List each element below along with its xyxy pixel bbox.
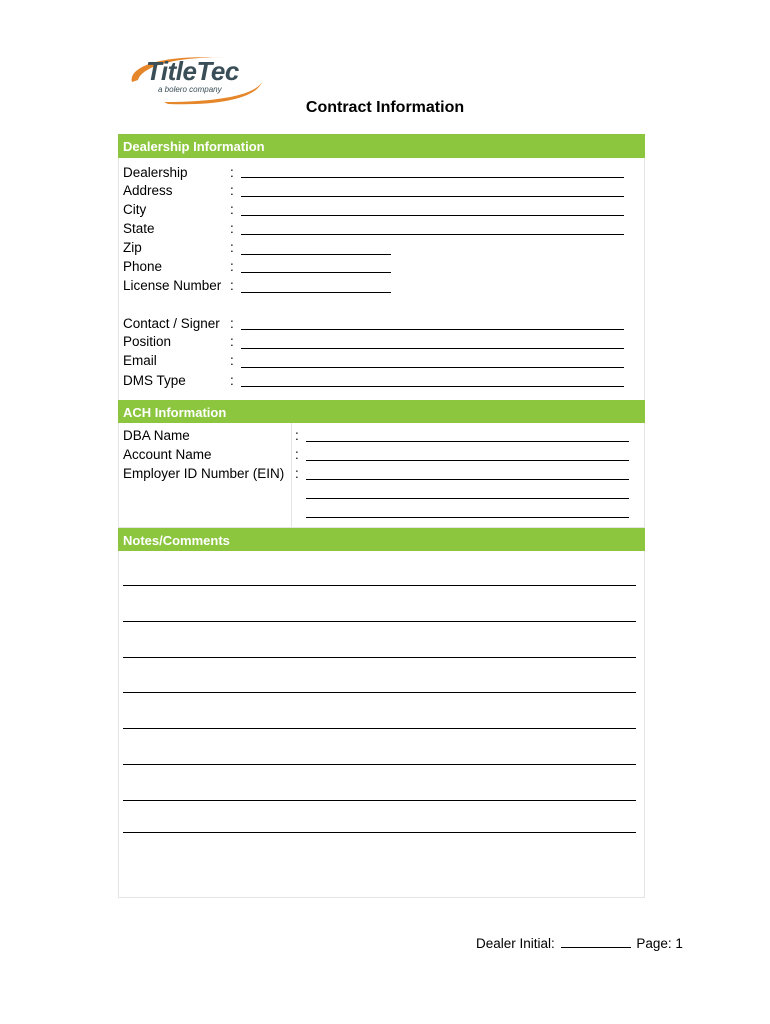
page-title-text: Contract Information <box>305 99 465 116</box>
dealership-header: Dealership Information <box>118 134 645 158</box>
license-number-input[interactable] <box>241 292 391 293</box>
label-account-name: Account Name <box>123 447 212 462</box>
page-number: Page: 1 <box>636 936 683 951</box>
dealer-initial-label: Dealer Initial: <box>476 936 555 951</box>
colon: : <box>295 466 299 481</box>
label-dba-name: DBA Name <box>123 428 190 443</box>
label-zip: Zip <box>123 240 142 255</box>
ein-input[interactable] <box>306 479 629 480</box>
label-phone: Phone <box>123 259 163 274</box>
position-input[interactable] <box>241 348 624 349</box>
dealership-input[interactable] <box>241 177 624 178</box>
city-input[interactable] <box>241 215 624 216</box>
colon: : <box>230 353 234 368</box>
dms-type-input[interactable] <box>241 386 624 387</box>
notes-panel <box>118 528 645 898</box>
colon: : <box>230 334 234 349</box>
notes-line[interactable] <box>123 621 636 622</box>
dealer-initial-input[interactable] <box>561 935 631 948</box>
notes-line[interactable] <box>123 585 636 586</box>
dba-name-input[interactable] <box>306 441 629 442</box>
label-ein: Employer ID Number (EIN) <box>123 466 285 481</box>
colon: : <box>230 278 234 293</box>
phone-input[interactable] <box>241 272 391 273</box>
colon: : <box>295 447 299 462</box>
colon: : <box>230 240 234 255</box>
account-name-input[interactable] <box>306 460 629 461</box>
label-dealership: Dealership <box>123 165 188 180</box>
colon: : <box>230 221 234 236</box>
notes-line[interactable] <box>123 764 636 765</box>
colon: : <box>230 202 234 217</box>
colon: : <box>230 165 234 180</box>
dealership-panel <box>118 134 645 401</box>
notes-line[interactable] <box>123 657 636 658</box>
ach-extra-line-1[interactable] <box>306 498 629 499</box>
notes-header: Notes/Comments <box>118 528 645 551</box>
address-input[interactable] <box>241 196 624 197</box>
label-contact-signer: Contact / Signer <box>123 316 220 331</box>
colon: : <box>230 316 234 331</box>
logo-brand: TitleTec <box>146 56 239 86</box>
notes-line[interactable] <box>123 832 636 833</box>
label-dms-type: DMS Type <box>123 373 186 388</box>
footer <box>476 935 683 951</box>
notes-line[interactable] <box>123 728 636 729</box>
page-title <box>0 99 770 117</box>
state-input[interactable] <box>241 234 624 235</box>
label-address: Address <box>123 183 173 198</box>
ach-extra-line-2[interactable] <box>306 517 629 518</box>
colon: : <box>230 183 234 198</box>
notes-line[interactable] <box>123 692 636 693</box>
colon: : <box>295 428 299 443</box>
ach-column-divider <box>291 423 292 527</box>
label-position: Position <box>123 334 172 349</box>
label-city: City <box>123 202 147 217</box>
email-input[interactable] <box>241 367 624 368</box>
colon: : <box>230 373 234 388</box>
logo-tagline: a bolero company <box>158 85 222 94</box>
label-state: State <box>123 221 155 236</box>
colon: : <box>230 259 234 274</box>
contact-signer-input[interactable] <box>241 329 624 330</box>
label-license-number: License Number <box>123 278 222 293</box>
notes-line[interactable] <box>123 800 636 801</box>
label-email: Email <box>123 353 157 368</box>
zip-input[interactable] <box>241 254 391 255</box>
ach-header: ACH Information <box>118 400 645 423</box>
